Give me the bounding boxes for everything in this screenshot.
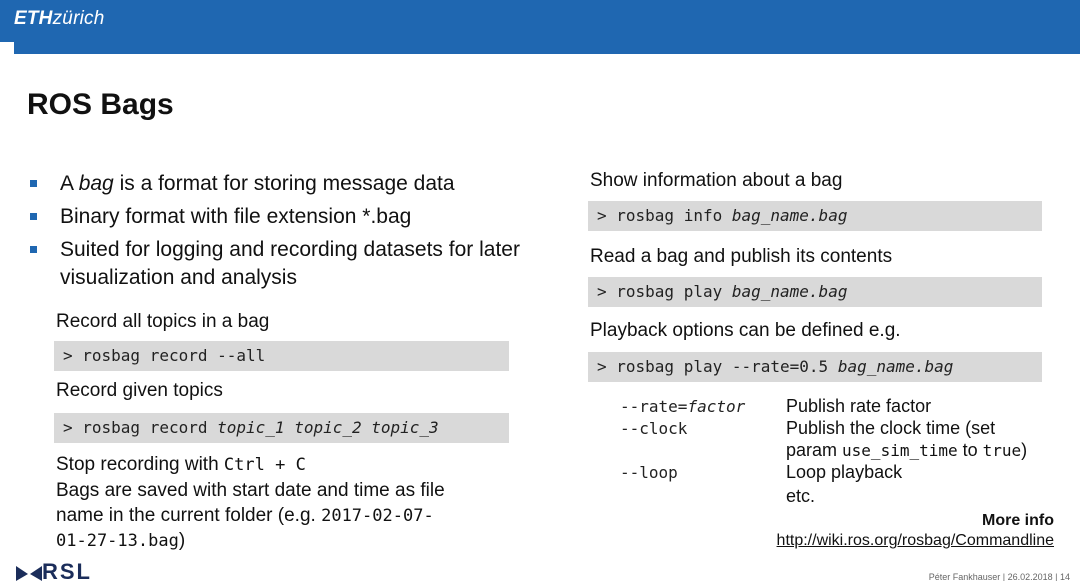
saved-text-line-3: 01-27-13.bag) — [56, 530, 186, 551]
bullet-item: Suited for logging and recording datasets for later visualization and analysis — [30, 236, 530, 292]
option-clock-desc-2: param use_sim_time to true) — [786, 440, 1028, 460]
bullet-square-icon — [30, 180, 37, 187]
bullet-list — [30, 170, 530, 297]
rosbag-wiki-link[interactable]: http://wiki.ros.org/rosbag/Commandline — [776, 532, 1054, 549]
option-clock: --clock — [620, 419, 688, 438]
record-given-label: Record given topics — [56, 380, 223, 401]
option-loop-desc: Loop playback — [786, 462, 903, 482]
saved-text-line-2: name in the current folder (e.g. 2017-02-07- — [56, 505, 434, 526]
option-loop: --loop — [620, 463, 678, 482]
options-label: Playback options can be defined e.g. — [590, 320, 901, 341]
record-given-command: > rosbag record topic_1 topic_2 topic_3 — [54, 413, 509, 443]
page-title: ROS Bags — [27, 88, 174, 121]
play-label: Read a bag and publish its contents — [590, 246, 893, 267]
header-bar — [0, 0, 1080, 42]
more-info-label: More info — [982, 512, 1054, 529]
record-all-command: > rosbag record --all — [54, 341, 509, 371]
header-strip — [14, 42, 1080, 54]
options-command: > rosbag play --rate=0.5 bag_name.bag — [588, 352, 1042, 382]
bullet-item: Binary format with file extension *.bag — [30, 203, 530, 231]
bullet-item: A bag is a format for storing message data — [30, 170, 530, 198]
bullet-square-icon — [30, 246, 37, 253]
option-rate-desc: Publish rate factor — [786, 396, 932, 416]
option-rate: --rate=factor — [620, 397, 746, 416]
record-all-label: Record all topics in a bag — [56, 311, 270, 332]
play-command: > rosbag play bag_name.bag — [588, 277, 1042, 307]
rsl-logo: RSL — [16, 562, 92, 581]
option-clock-desc: Publish the clock time (set — [786, 418, 996, 438]
footer-author-date: Péter Fankhauser | 26.02.2018 | 14 — [928, 572, 1070, 581]
saved-text-line-1: Bags are saved with start date and time as file — [56, 480, 445, 501]
stop-recording-text: Stop recording with Ctrl + C — [56, 454, 306, 475]
info-label: Show information about a bag — [590, 170, 843, 191]
info-command: > rosbag info bag_name.bag — [588, 201, 1042, 231]
rsl-mark-icon — [16, 562, 42, 581]
bullet-square-icon — [30, 213, 37, 220]
eth-logo: ETHzürich — [14, 8, 105, 29]
option-etc: etc. — [786, 486, 816, 506]
